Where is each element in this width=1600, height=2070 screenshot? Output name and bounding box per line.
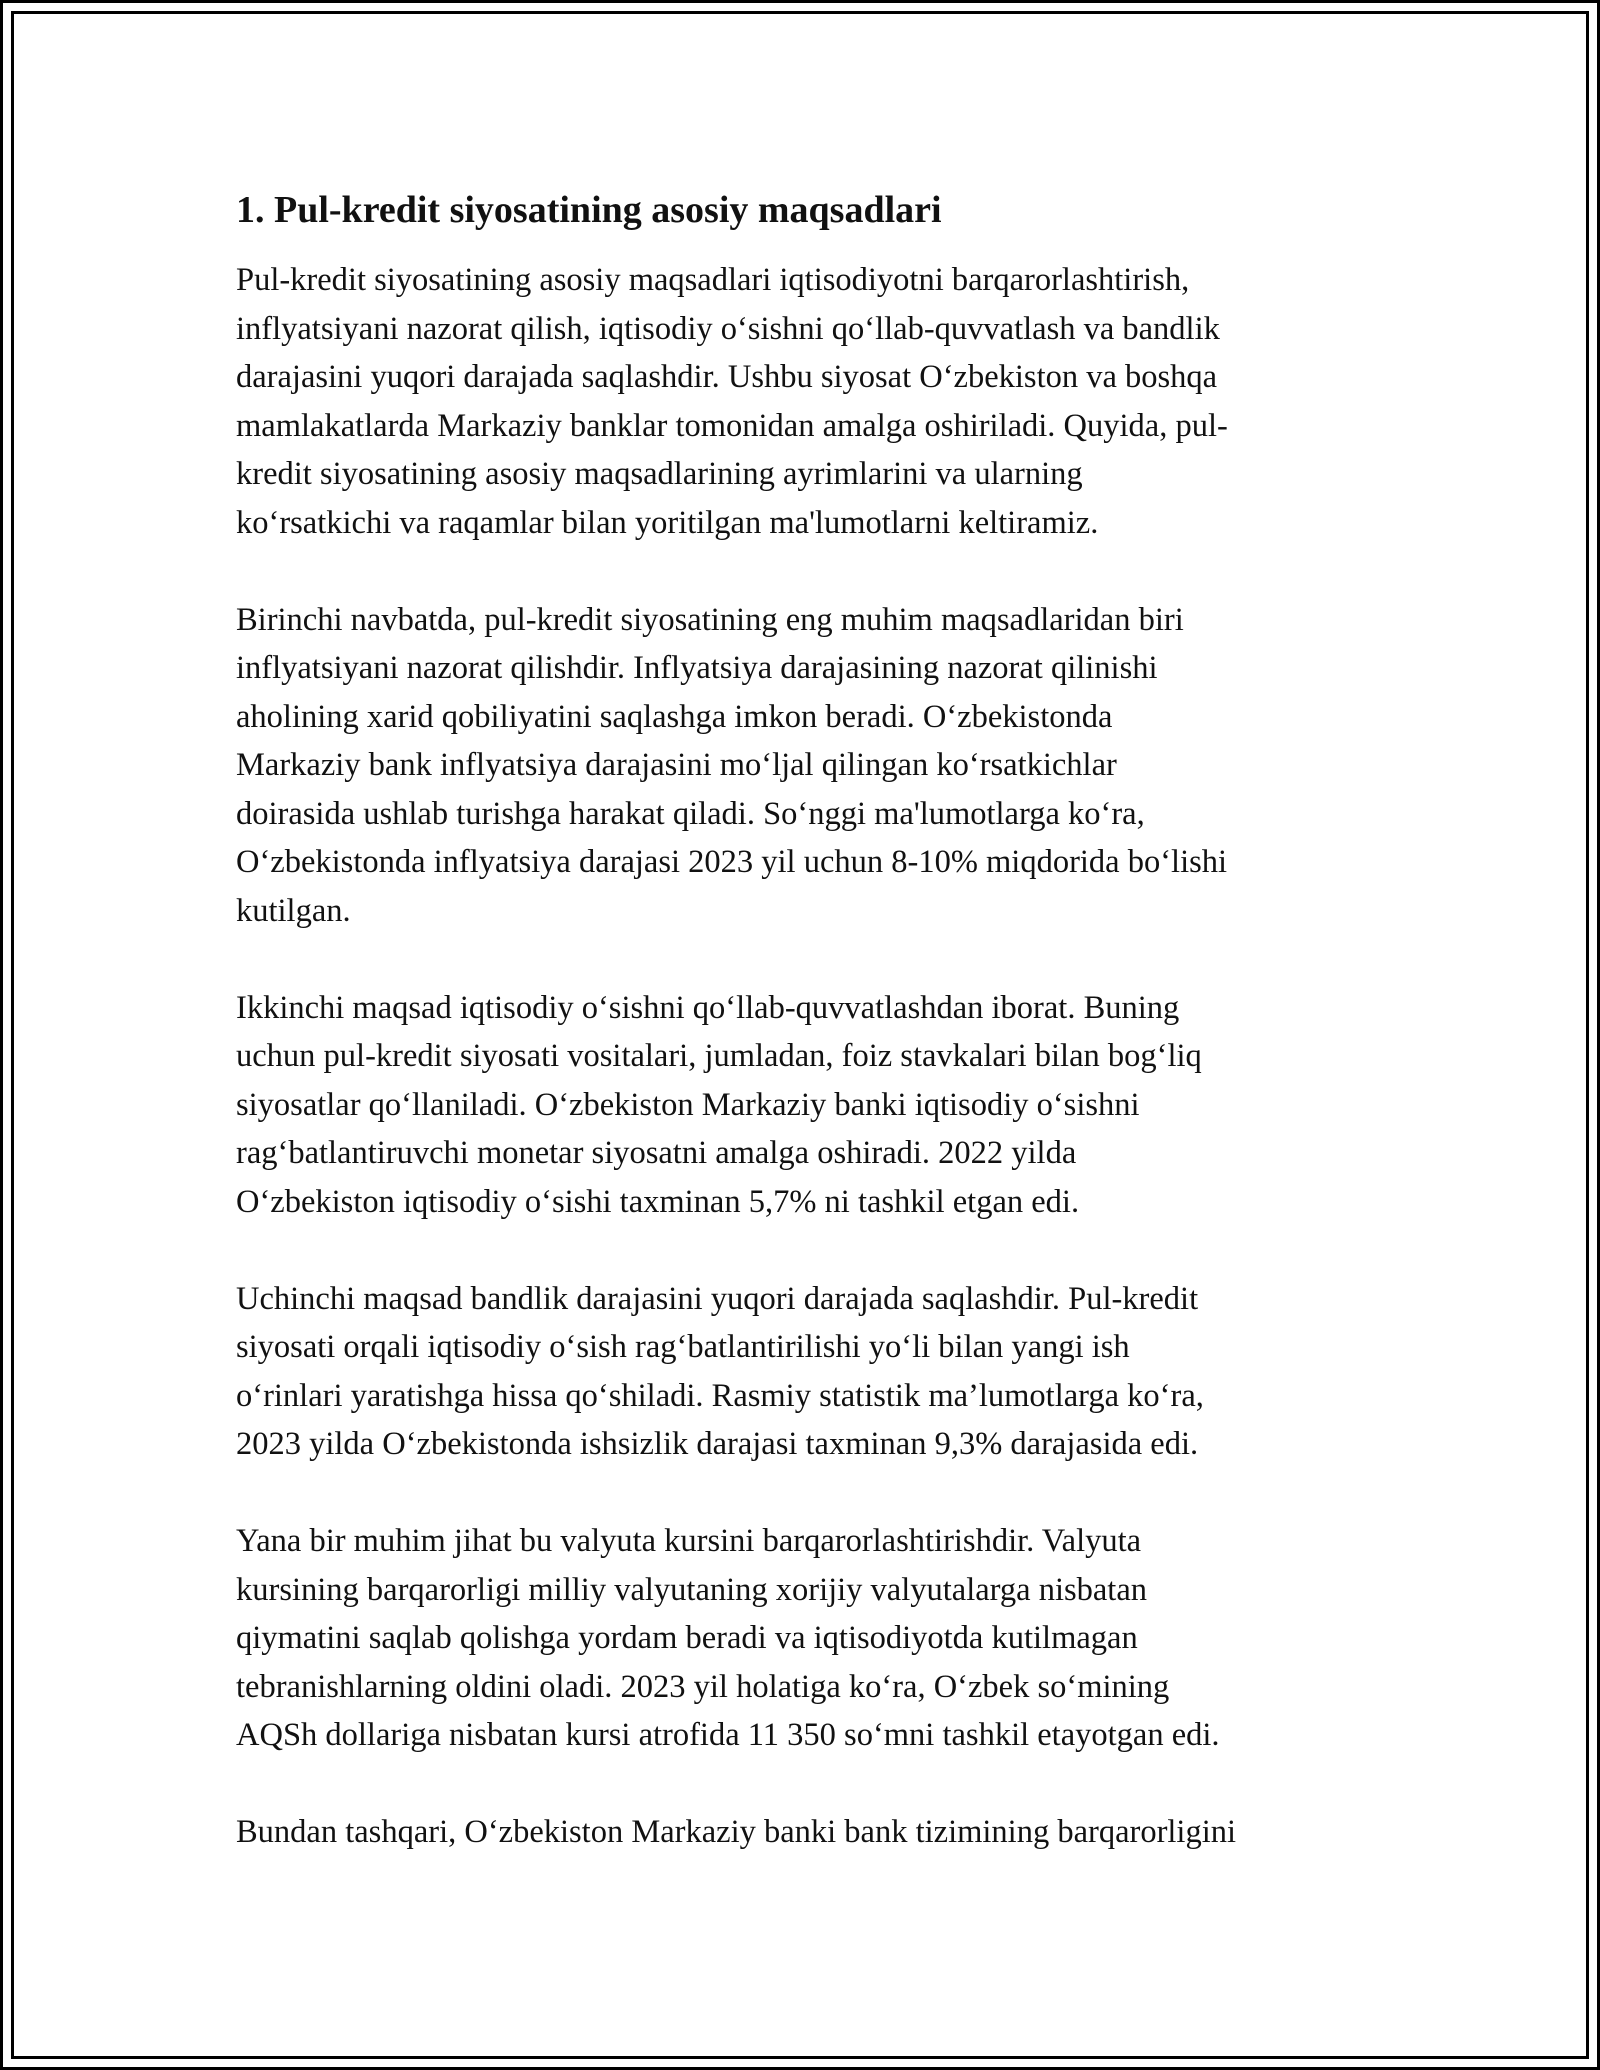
paragraph-growth: Ikkinchi maqsad iqtisodiy o‘sishni qo‘llab-quvvatlashdan iborat. Buning uchun pul-kredit siyosati vositalari, jumladan, foiz stavkalari bilan bog‘liq siyosatlar qo‘llaniladi. O‘zbekiston Markaziy banki iqtisodiy o‘sishni rag‘batlantiruvchi monetar siyosatni amalga oshiradi. 2022 yilda O‘zbekiston iqtisodiy o‘sishi taxminan 5,7% ni tashkil etgan edi. — [236, 989, 1202, 1220]
section-heading: 1. Pul-kredit siyosatining asosiy maqsadlari — [236, 189, 942, 231]
paragraph-exchange-rate: Yana bir muhim jihat bu valyuta kursini barqarorlashtirishdir. Valyuta kursining barqarorligi milliy valyutaning xorijiy valyutalarga nisbatan qiymatini saqlab qolishga yordam beradi va iqtisodiyotda kutilmagan tebranishlarning oldini oladi. 2023 yil holatiga ko‘ra, O‘zbek so‘mining AQSh dollariga nisbatan kursi atrofida 11 350 so‘mni tashkil etayotgan edi. — [236, 1523, 1220, 1753]
paragraph-intro: Pul-kredit siyosatining asosiy maqsadlari iqtisodiyotni barqarorlashtirish, inflyatsiyani nazorat qilish, iqtisodiy o‘sishni qo‘llab-quvvatlash va bandlik darajasini yuqori darajada saqlashdir. Ushbu siyosat O‘zbekiston va boshqa mamlakatlarda Markaziy banklar tomonidan amalga oshiriladi. Quyida, pul- kredit siyosatining asosiy maqsadlarining ayrimlarini va ularning ko‘rsatkichi va raqamlar bilan yoritilgan ma'lumotlarni keltiramiz. — [236, 262, 1228, 541]
document-body — [236, 186, 1416, 1905]
paragraph-employment: Uchinchi maqsad bandlik darajasini yuqori darajada saqlashdir. Pul-kredit siyosati orqali iqtisodiy o‘sish rag‘batlantirilishi yo‘li bilan yangi ish o‘rinlari yaratishga hissa qo‘shiladi. Rasmiy statistik ma’lumotlarga ko‘ra, 2023 yilda O‘zbekistonda ishsizlik darajasi taxminan 9,3% darajasida edi. — [236, 1280, 1204, 1462]
paragraph-banking-system: Bundan tashqari, O‘zbekiston Markaziy banki bank tizimining barqarorligini — [236, 1814, 1237, 1850]
paragraph-inflation: Birinchi navbatda, pul-kredit siyosatining eng muhim maqsadlaridan biri inflyatsiyani nazorat qilishdir. Inflyatsiya darajasining nazorat qilinishi aholining xarid qobiliyatini saqlashga imkon beradi. O‘zbekistonda Markaziy bank inflyatsiya darajasini mo‘ljal qilingan ko‘rsatkichlar doirasida ushlab turishga harakat qiladi. So‘nggi ma'lumotlarga ko‘ra, O‘zbekistonda inflyatsiya darajasi 2023 yil uchun 8-10% miqdorida bo‘lishi kutilgan. — [236, 601, 1228, 929]
